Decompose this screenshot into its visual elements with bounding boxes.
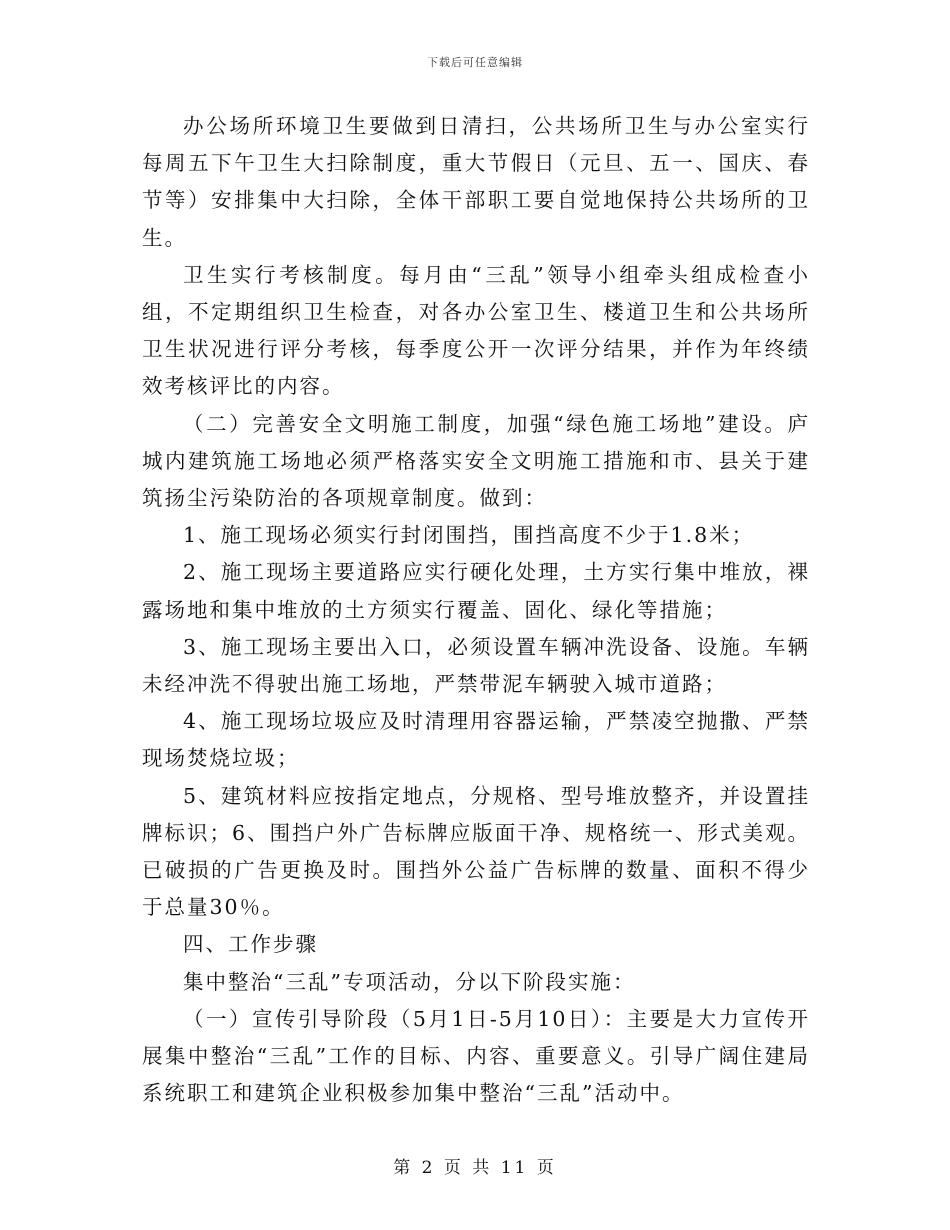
list-item-1: 1、施工现场必须实行封闭围挡，围挡高度不少于1.8米； (183, 523, 755, 548)
paragraph-section-two: （二）完善安全文明施工制度，加强“绿色施工场地”建设。庐城内建筑施工场地必须严格落实安全文明施工措施和市、县关于建筑扬尘污染防治的各项规章制度。做到： (142, 411, 810, 511)
paragraph-phase-one: （一）宣传引导阶段（5月1日-5月10日）：主要是大力宣传开展集中整治“三乱”工作的目标、内容、重要意义。引导广阔住建局系统职工和建筑企业积极参加集中整治“三乱”活动中。 (142, 1006, 810, 1106)
list-item-4: 4、施工现场垃圾应及时清理用容器运输，严禁凌空抛撒、严禁现场焚烧垃圾； (142, 709, 810, 771)
document-body (142, 108, 810, 1112)
list-item-5-6: 5、建筑材料应按指定地点，分规格、型号堆放整齐，并设置挂牌标识；6、围挡户外广告标牌应版面干净、规格统一、形式美观。已破损的广告更换及时。围挡外公益广告标牌的数量、面积不得少于总量30％。 (142, 783, 810, 920)
page-number-footer: 第 2 页 共 11 页 (393, 1158, 557, 1178)
paragraph-office-cleaning: 办公场所环境卫生要做到日清扫，公共场所卫生与办公室实行每周五下午卫生大扫除制度，重大节假日（元旦、五一、国庆、春节等）安排集中大扫除，全体干部职工要自觉地保持公共场所的卫生。 (142, 114, 810, 250)
paragraph-phases-intro: 集中整治“三乱”专项活动，分以下阶段实施： (183, 969, 636, 994)
page-header: 下载后可任意编辑 (427, 56, 523, 69)
paragraph-hygiene-assessment: 卫生实行考核制度。每月由“三乱”领导小组牵头组成检查小组，不定期组织卫生检查，对各办公室卫生、楼道卫生和公共场所卫生状况进行评分考核，每季度公开一次评分结果，并作为年终绩效考核评比的内容。 (142, 262, 810, 399)
list-item-3: 3、施工现场主要出入口，必须设置车辆冲洗设备、设施。车辆未经冲洗不得驶出施工场地，严禁带泥车辆驶入城市道路； (142, 634, 810, 697)
section-heading-work-steps: 四、工作步骤 (183, 932, 318, 957)
list-item-2: 2、施工现场主要道路应实行硬化处理，土方实行集中堆放，裸露场地和集中堆放的土方须实行覆盖、固化、绿化等措施； (142, 560, 810, 622)
